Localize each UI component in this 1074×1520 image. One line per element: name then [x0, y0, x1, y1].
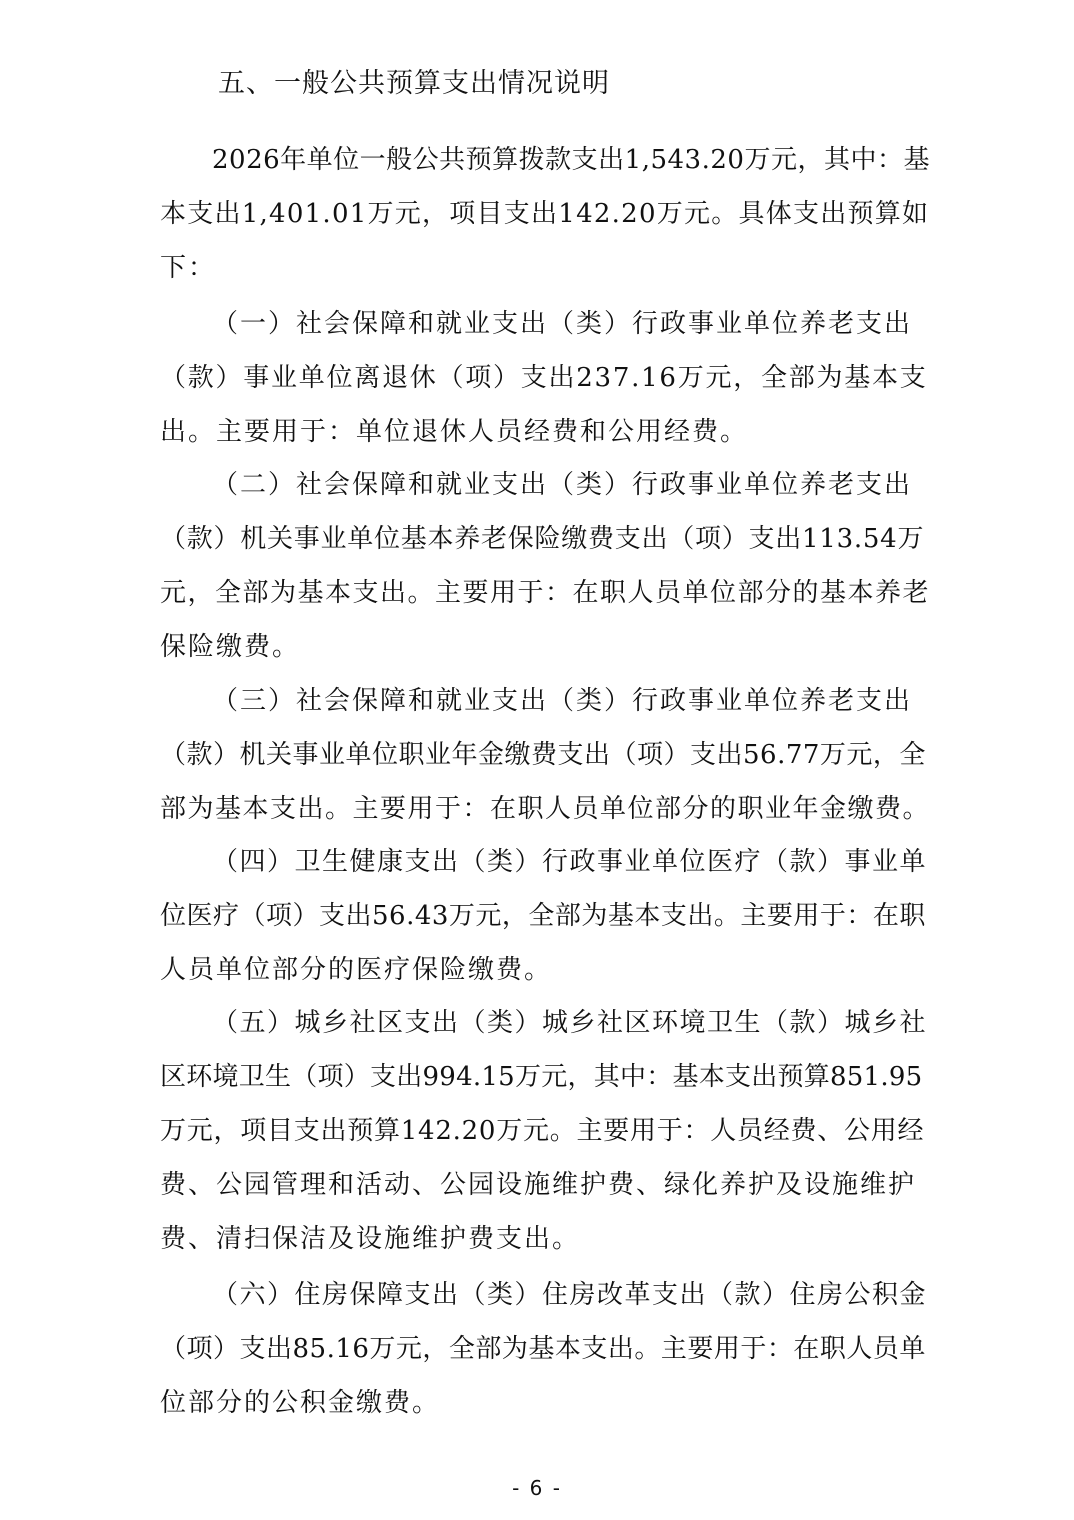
paragraph-line: 费、清扫保洁及设施维护费支出。	[160, 1224, 581, 1254]
paragraph-item-4	[160, 835, 930, 997]
paragraph-line: 位部分的公积金缴费。	[160, 1388, 441, 1418]
page-number: - 6 -	[512, 1476, 562, 1500]
paragraph-line: 本支出1,401.01万元，项目支出142.20万元。具体支出预算如	[160, 199, 930, 229]
paragraph-item-1	[160, 297, 930, 459]
paragraph-line: 人员单位部分的医疗保险缴费。	[160, 955, 553, 985]
paragraph-budget-summary	[160, 133, 930, 295]
paragraph-line: 下：	[160, 253, 217, 283]
paragraph-line: （六）住房保障支出（类）住房改革支出（款）住房公积金	[212, 1280, 928, 1310]
paragraph-line: 出。主要用于：单位退休人员经费和公用经费。	[160, 417, 749, 447]
paragraph-line: 2026年单位一般公共预算拨款支出1,543.20万元，其中：基	[212, 145, 930, 175]
paragraph-line: （一）社会保障和就业支出（类）行政事业单位养老支出	[212, 309, 913, 339]
paragraph-line: （款）机关事业单位职业年金缴费支出（项）支出56.77万元，全	[160, 740, 926, 770]
paragraph-line: （款）事业单位离退休（项）支出237.16万元，全部为基本支	[160, 363, 928, 393]
paragraph-line: 费、公园管理和活动、公园设施维护费、绿化养护及设施维护	[160, 1170, 917, 1200]
paragraph-line: （三）社会保障和就业支出（类）行政事业单位养老支出	[212, 686, 913, 716]
paragraph-line: （五）城乡社区支出（类）城乡社区环境卫生（款）城乡社	[212, 1008, 928, 1038]
paragraph-item-5	[160, 996, 930, 1266]
paragraph-line: （项）支出85.16万元，全部为基本支出。主要用于：在职人员单	[160, 1334, 926, 1364]
paragraph-item-3	[160, 674, 930, 836]
paragraph-line: （二）社会保障和就业支出（类）行政事业单位养老支出	[212, 470, 913, 500]
paragraph-line: 区环境卫生（项）支出994.15万元，其中：基本支出预算851.95	[160, 1062, 923, 1092]
paragraph-line: （款）机关事业单位基本养老保险缴费支出（项）支出113.54万	[160, 524, 925, 554]
paragraph-item-2	[160, 458, 930, 674]
paragraph-line: 位医疗（项）支出56.43万元，全部为基本支出。主要用于：在职	[160, 901, 926, 931]
paragraph-line: （四）卫生健康支出（类）行政事业单位医疗（款）事业单	[212, 847, 928, 877]
paragraph-line: 保险缴费。	[160, 632, 301, 662]
paragraph-line: 万元，项目支出预算142.20万元。主要用于：人员经费、公用经	[160, 1116, 925, 1146]
paragraph-line: 元，全部为基本支出。主要用于：在职人员单位部分的基本养老	[160, 578, 931, 608]
paragraph-item-6	[160, 1268, 930, 1430]
section-heading: 五、一般公共预算支出情况说明	[218, 68, 610, 99]
paragraph-line: 部为基本支出。主要用于：在职人员单位部分的职业年金缴费。	[160, 794, 931, 824]
